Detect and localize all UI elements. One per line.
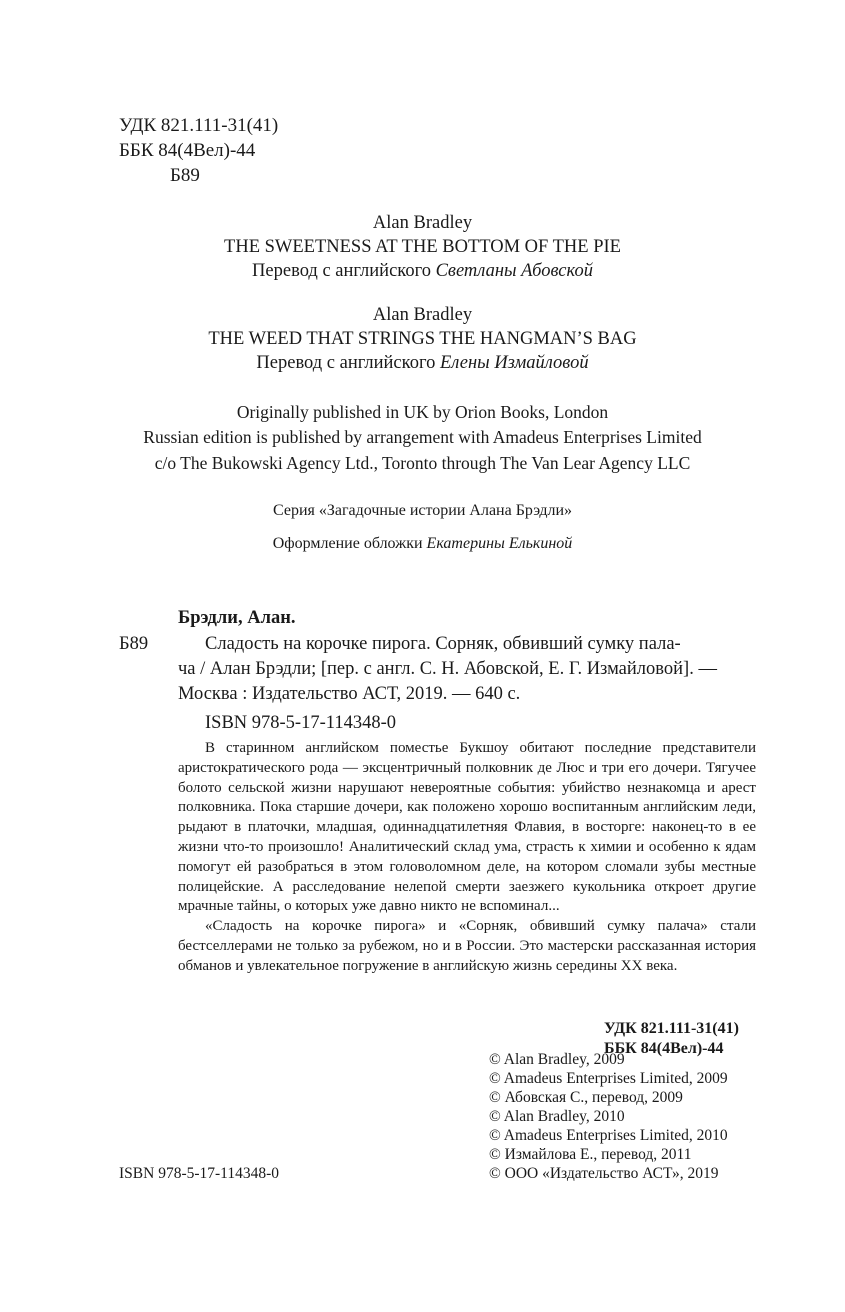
catalog-description-line-2: ча / Алан Брэдли; [пер. с англ. С. Н. Абовской, Е. Г. Измайловой]. — (178, 659, 717, 679)
bbk-code: ББК 84(4Вел)-44 (119, 140, 256, 161)
copyright-line: © Amadeus Enterprises Limited, 2010 (489, 1127, 728, 1144)
translation-prefix: Перевод с английского (256, 353, 436, 373)
original-1-author: Alan Bradley (372, 213, 473, 233)
translator-name: Светланы Абовской (435, 261, 593, 281)
original-2-author: Alan Bradley (372, 305, 473, 325)
copyright-line: © Измайлова Е., перевод, 2011 (489, 1146, 692, 1163)
translation-prefix: Перевод с английского (252, 261, 431, 281)
publication-notice-line-3: c/o The Bukowski Agency Ltd., Toronto through The Van Lear Agency LLC (154, 453, 691, 473)
bbk-code-bold: ББК 84(4Вел)-44 (604, 1040, 724, 1057)
udk-code-bold: УДК 821.111-31(41) (604, 1020, 739, 1037)
cover-design-prefix: Оформление обложки (272, 535, 423, 552)
annotation-paragraph: В старинном английском поместье Букшоу обитают последние представители аристократического рода — эксцентричный полковник де Люс и три его дочери. Тягучее болото сельской жизни нарушают невероятные события: убийство незнакомца и арест полковника. Пока старшие дочери, как положено хорошо воспитанным английским леди, рыдают в платочки, младшая, одиннадцатилетняя Флавия, в восторге: наконец-то в ее жизни что-то произошло! Аналитический склад ума, страсть к химии и особенно к ядам помогут ей разобраться в этом головоломном деле, на котором сломали зубы местные полицейские. А расследование нелепой смерти заезжего кукольника откроет другие мрачные тайны, о которых уже давно никто не вспоминал... (178, 740, 756, 915)
copyright-line: © Абовская С., перевод, 2009 (489, 1089, 683, 1106)
copyright-block (489, 1050, 728, 1183)
annotation-paragraph: «Сладость на корочке пирога» и «Сорняк, обвивший сумку палача» стали бестселлерами не только за рубежом, но и в России. Это мастерски рассказанная история обманов и увлекательное погружение в английскую жизнь середины XX века. (178, 918, 756, 974)
publication-notice-line-2: Russian edition is published by arrangement with Amadeus Enterprises Limited (143, 427, 702, 447)
original-1-title: THE SWEETNESS AT THE BOTTOM OF THE PIE (224, 237, 621, 257)
original-2-translation (0, 351, 845, 375)
copyright-line: © Amadeus Enterprises Limited, 2009 (489, 1070, 728, 1087)
translator-name: Елены Измайловой (439, 353, 589, 373)
copyright-line: © Alan Bradley, 2010 (489, 1108, 625, 1125)
cover-designer: Екатерины Елькиной (426, 535, 573, 552)
publication-notice-line-1: Originally published in UK by Orion Books, London (236, 402, 609, 422)
series-line: Серия «Загадочные истории Алана Брэдли» (272, 502, 573, 519)
original-2-title: THE WEED THAT STRINGS THE HANGMAN’S BAG (208, 329, 637, 349)
catalog-mark: Б89 (119, 634, 149, 654)
annotation (178, 739, 756, 977)
copyright-line: © ООО «Издательство АСТ», 2019 (489, 1165, 719, 1182)
catalog-author-heading: Брэдли, Алан. (178, 608, 296, 628)
copyright-line: © Alan Bradley, 2009 (489, 1051, 625, 1068)
author-mark: Б89 (170, 165, 200, 186)
catalog-description-line-3: Москва : Издательство АСТ, 2019. — 640 с. (178, 684, 521, 704)
footer-isbn: ISBN 978-5-17-114348-0 (119, 1165, 280, 1182)
catalog-description-line-1: Сладость на корочке пирога. Сорняк, обвивший сумку пала- (205, 634, 681, 654)
udk-code: УДК 821.111-31(41) (119, 115, 279, 136)
original-1-translation (0, 259, 845, 283)
catalog-isbn: ISBN 978-5-17-114348-0 (205, 713, 396, 733)
cover-design-line (0, 534, 845, 554)
